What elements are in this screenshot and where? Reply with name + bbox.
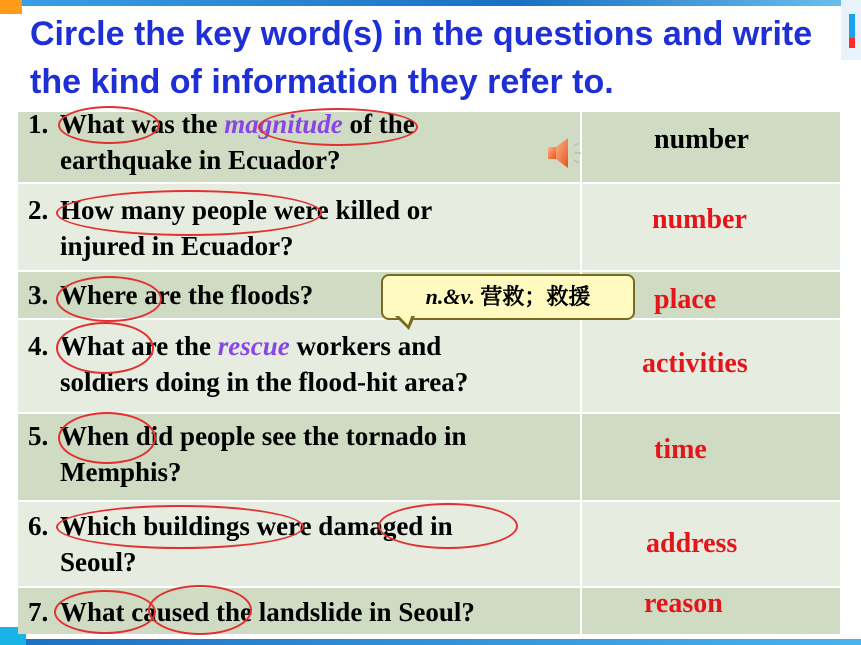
question-4: 4. What are the rescue workers and soldiers doing in the flood-hit area? xyxy=(28,331,469,397)
question-1: 1. What was the magnitude of the earthquake in Ecuador? xyxy=(28,109,415,175)
table-row xyxy=(18,109,840,182)
question-6: 6. Which buildings were damaged in Seoul? xyxy=(28,511,453,577)
question-cell xyxy=(18,502,582,586)
table-row xyxy=(18,320,840,412)
answer-1: number xyxy=(654,124,749,155)
slide-title: Circle the key word(s) in the questions and write the kind of information they refer to. xyxy=(30,15,813,101)
question-cell xyxy=(18,184,582,270)
answer-cell xyxy=(582,414,840,500)
bottom-border xyxy=(0,639,861,645)
question-7: 7. What caused the landslide in Seoul? xyxy=(28,597,475,627)
top-accent xyxy=(0,0,22,14)
answer-cell xyxy=(582,320,840,412)
question-cell xyxy=(18,109,582,182)
question-cell xyxy=(18,588,582,634)
callout-text: n.&v. 营救；救援 xyxy=(425,284,591,309)
answer-5: time xyxy=(654,434,707,465)
answer-6: address xyxy=(646,528,738,559)
answer-2: number xyxy=(652,204,747,235)
question-3: 3. Where are the floods? xyxy=(28,280,314,310)
top-border xyxy=(0,0,861,6)
answer-cell xyxy=(582,112,840,182)
table-row xyxy=(18,588,840,634)
table-row xyxy=(18,502,840,586)
answer-3: place xyxy=(654,284,717,315)
answer-cell xyxy=(582,184,840,270)
question-cell xyxy=(18,414,582,500)
question-table xyxy=(18,109,840,639)
answer-4: activities xyxy=(642,348,748,379)
rescue-definition-callout xyxy=(381,274,635,320)
speaker-icon[interactable] xyxy=(544,135,588,171)
question-2: 2. How many people were killed or injured in Ecuador? xyxy=(28,195,433,261)
table-row xyxy=(18,184,840,270)
answer-cell xyxy=(582,588,840,634)
question-cell xyxy=(18,320,582,412)
table-row xyxy=(18,414,840,500)
question-5: 5. When did people see the tornado in Memphis? xyxy=(28,421,467,487)
answer-7: reason xyxy=(644,588,723,619)
corner-decoration xyxy=(841,0,861,60)
answer-cell xyxy=(582,502,840,586)
